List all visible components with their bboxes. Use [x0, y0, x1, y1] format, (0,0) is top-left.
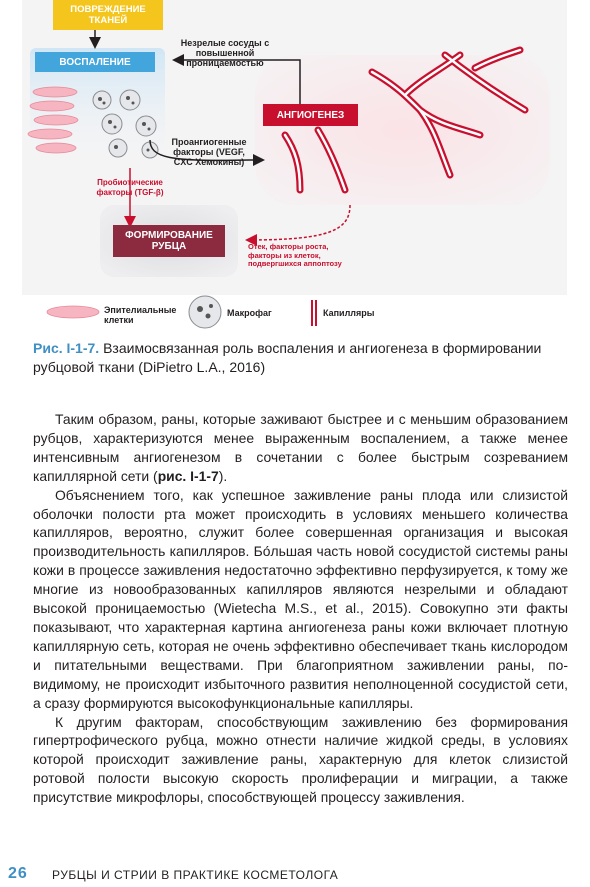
figure-graphics — [0, 0, 590, 340]
figure — [0, 0, 590, 340]
figure-id: Рис. I-1-7. — [33, 340, 100, 356]
caption-text: Взаимосвязанная роль воспаления и ангиогенеза в формировании рубцовой ткани (DiPietro L.A., 2016) — [33, 340, 542, 375]
legend-macrophage-icon — [189, 296, 221, 328]
figure-reference: рис. I-1-7 — [157, 467, 219, 484]
figure-caption — [33, 339, 573, 377]
page-number: 26 — [8, 865, 28, 882]
page-footer — [0, 862, 590, 887]
paragraph-3: К другим факторам, способствующим заживлению без формирования гипертрофического рубца, можно отнести наличие жидкой среды, в условиях которой происходит заживление раны, характерную для клеток слизистой ротовой полости высокую скорость пролиферации и миграции, а также присутствие микрофлоры, способствующей процессу заживления. — [33, 713, 568, 806]
label-edema: Отек, факторы роста, факторы из клеток, подвергшихся аппоптозу — [248, 242, 342, 268]
paragraph-1-end: ). — [218, 467, 228, 484]
legend-capillaries-label: Капилляры — [323, 308, 375, 318]
label-proangiogenic: Проангиогенные факторы (VEGF, CXC Хемокины) — [171, 137, 247, 167]
body-text — [33, 410, 568, 807]
legend-capillaries-icon — [311, 300, 317, 326]
legend-epithelial-icon — [47, 306, 99, 318]
legend-macrophage-label: Макрофаг — [227, 308, 272, 318]
box-scar-formation: ФОРМИРОВАНИЕ РУБЦА — [113, 225, 225, 257]
box-inflammation: ВОСПАЛЕНИЕ — [35, 52, 155, 72]
legend-epithelial-label: Эпителиальные клетки — [104, 305, 177, 325]
box-tissue-damage: ПОВРЕЖДЕНИЕ ТКАНЕЙ — [53, 0, 163, 30]
label-immature-vessels: Незрелые сосуды с повышенной проницаемостью — [180, 38, 270, 68]
arrow-angiogenesis-to-scar — [248, 205, 350, 240]
label-profibrotic: Пробиотические факторы (TGF-β) — [96, 178, 164, 197]
paragraph-1-text: Таким образом, раны, которые заживают быстрее и с меньшим образованием рубцов, характеризуются менее выраженным воспалением, а также менее интенсивным ангиогенезом в сочетании с более быстрым созреванием капиллярной сети ( — [33, 411, 568, 484]
paragraph-1 — [33, 410, 568, 486]
box-angiogenesis: АНГИОГЕНЕЗ — [263, 104, 358, 126]
paragraph-2: Объяснением того, как успешное заживление раны плода или слизистой оболочки полости рта может происходить в условиях меньшего количества капилляров, вероятно, служит более совершенная организация и высокая производительность капилляров. Бо́льшая часть новой сосудистой системы раны кожи в процессе заживления недостаточно эффективно перфузируется, к тому же многие из новообразованных капилляров являются незрелыми и обладают высокой проницаемостью (Wietecha M.S., et al., 2015). Совокупно эти факты показывают, что характерная картина ангиогенеза раны кожи включает плотную капиллярную сеть, которая не очень эффективно обеспечивает ткань кислородом и питательными веществами. При благоприятном заживлении раны, по-видимому, не происходит избыточного развития неполноценной сосудистой сети, а сразу формируются высокофункциональные капилляры. — [33, 486, 568, 711]
running-title: РУБЦЫ И СТРИИ В ПРАКТИКЕ КОСМЕТОЛОГА — [52, 868, 339, 882]
